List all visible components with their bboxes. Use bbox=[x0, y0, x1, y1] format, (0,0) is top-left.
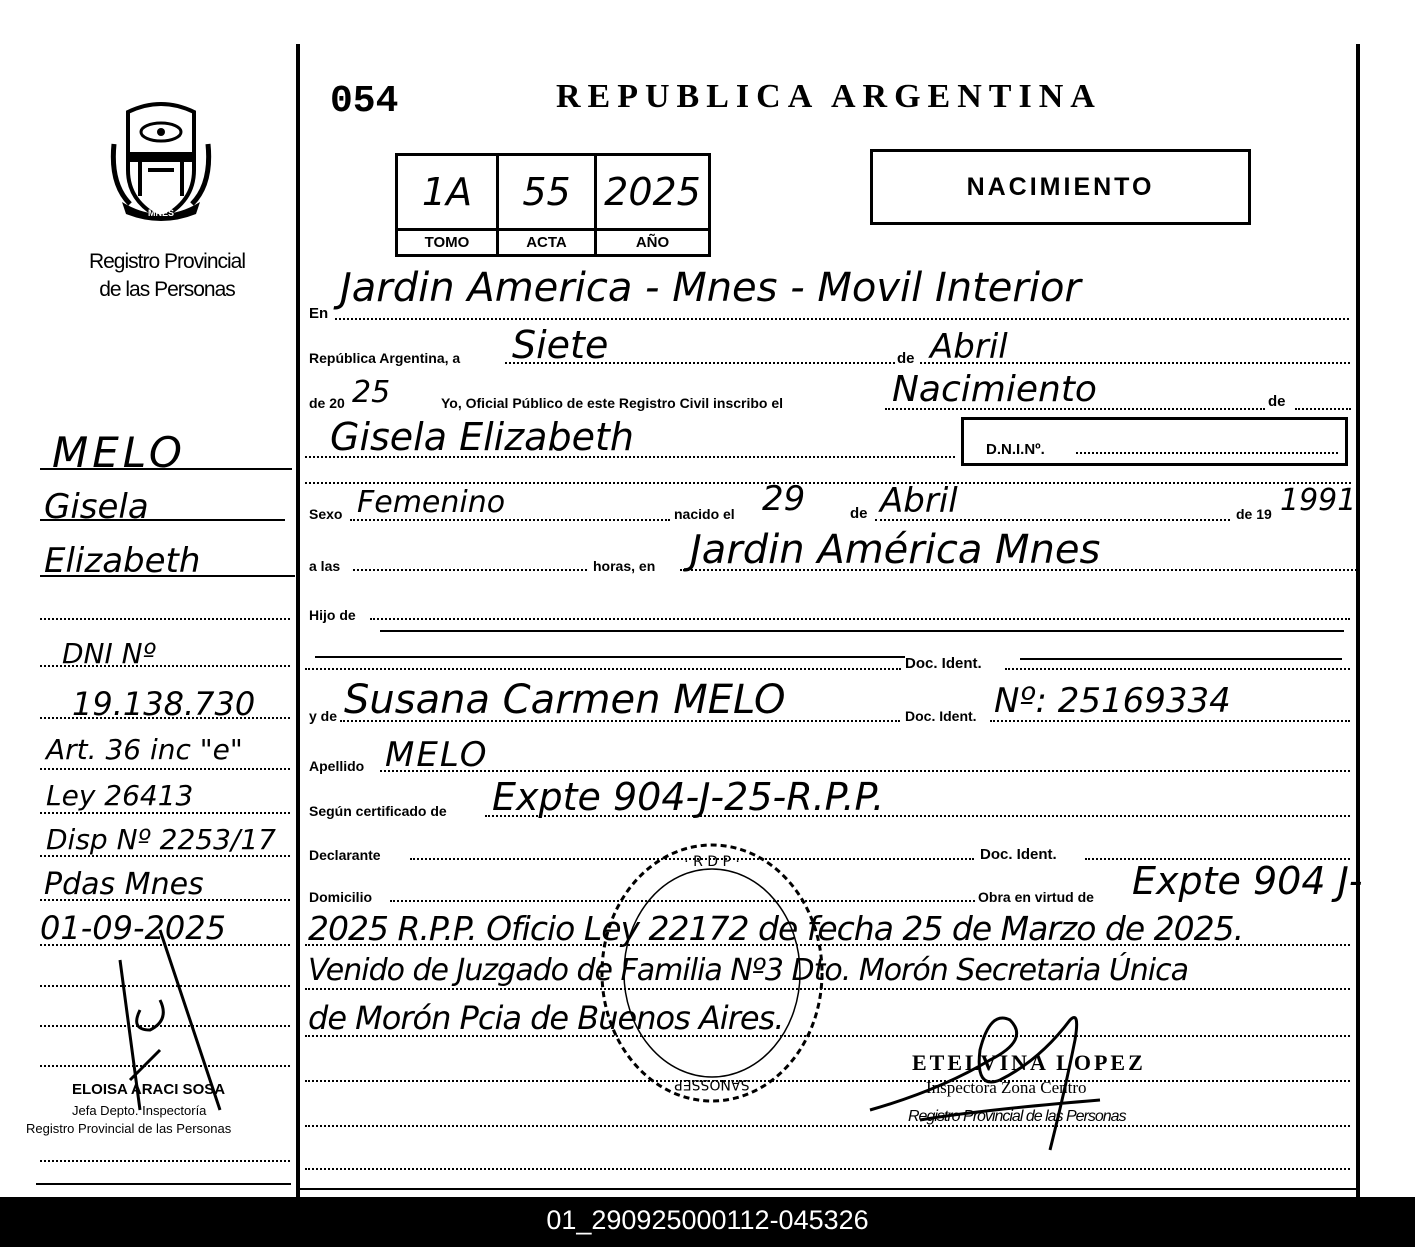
form-dotline bbox=[305, 1168, 1350, 1170]
margin-surname: MELO bbox=[52, 428, 186, 477]
form-dotline bbox=[380, 770, 1350, 772]
form-dotline bbox=[305, 1125, 1350, 1127]
margin-line bbox=[40, 468, 292, 470]
republica-label: República Argentina, a bbox=[309, 350, 461, 366]
margin-dotline bbox=[40, 899, 290, 901]
sex-field: Femenino bbox=[357, 485, 506, 520]
record-type-box: NACIMIENTO bbox=[870, 149, 1251, 225]
doc-ident-label-1: Doc. Ident. bbox=[905, 655, 982, 672]
form-dotline bbox=[305, 668, 901, 670]
form-dotline bbox=[305, 456, 955, 458]
obra-field: Expte 904 J- bbox=[1132, 859, 1363, 903]
certificado-label: Según certificado de bbox=[309, 803, 447, 819]
margin-dotline bbox=[40, 768, 290, 770]
de-label-2: de bbox=[1268, 393, 1286, 410]
margin-signer-name: ELOISA ARACI SOSA bbox=[72, 1081, 226, 1098]
registry-stamp-icon bbox=[597, 838, 827, 1108]
yde-label: y de bbox=[309, 708, 338, 724]
svg-text:· R D P ·: · R D P · bbox=[684, 854, 740, 870]
tomo-label: TOMO bbox=[398, 228, 499, 254]
margin-dni-value: 19.138.730 bbox=[72, 685, 256, 723]
left-border bbox=[296, 44, 300, 1197]
place-field: Jardin America - Mnes - Movil Interior bbox=[340, 265, 1081, 311]
mother-doc-field: Nº: 25169334 bbox=[994, 681, 1231, 721]
margin-dotline bbox=[40, 855, 290, 857]
de-label: de bbox=[897, 350, 915, 367]
anio-value: 2025 bbox=[604, 170, 701, 214]
observation-line-2: Venido de Juzgado de Familia Nº3 Dto. Morón Secretaria Única bbox=[308, 953, 1189, 988]
form-dotline bbox=[990, 720, 1350, 722]
form-dotline bbox=[875, 519, 1230, 521]
form-dotline bbox=[485, 815, 1350, 817]
birth-place-field: Jardin América Mnes bbox=[690, 527, 1101, 573]
form-dotline bbox=[305, 482, 1351, 484]
form-line bbox=[1020, 658, 1342, 660]
margin-note5: 01-09-2025 bbox=[40, 909, 226, 947]
svg-text:MNES: MNES bbox=[147, 208, 175, 218]
margin-note1: Art. 36 inc "e" bbox=[46, 733, 243, 766]
domicilio-label: Domicilio bbox=[309, 889, 373, 905]
birth-day-field: 29 bbox=[762, 479, 806, 519]
country-title: REPUBLICA ARGENTINA bbox=[556, 78, 1102, 115]
en-label: En bbox=[309, 305, 329, 322]
right-border bbox=[1356, 44, 1360, 1197]
margin-dotline bbox=[40, 618, 290, 620]
surname-field: MELO bbox=[385, 735, 489, 775]
year-prefix-label: de 20 bbox=[309, 395, 345, 411]
form-dotline bbox=[340, 720, 900, 722]
declarante-label: Declarante bbox=[309, 847, 381, 863]
form-dotline bbox=[305, 1035, 1350, 1037]
dni-box-label: D.N.I.Nº. bbox=[986, 441, 1045, 458]
margin-dotline bbox=[40, 812, 290, 814]
observation-line-3: de Morón Pcia de Buenos Aires. bbox=[308, 999, 784, 1037]
form-dotline bbox=[1076, 452, 1338, 454]
birth-year-prefix: de 19 bbox=[1236, 506, 1272, 522]
form-line bbox=[315, 656, 905, 658]
province-emblem-icon bbox=[108, 100, 214, 228]
margin-dni-label: DNI Nº bbox=[62, 637, 156, 670]
birth-month-field: Abril bbox=[880, 481, 958, 521]
margin-note3: Disp Nº 2253/17 bbox=[46, 823, 276, 856]
form-dotline bbox=[305, 944, 1350, 946]
name-field: Gisela Elizabeth bbox=[330, 415, 634, 459]
margin-line bbox=[36, 1183, 291, 1185]
margin-note2: Ley 26413 bbox=[46, 779, 194, 812]
margin-dotline bbox=[40, 1160, 290, 1162]
document-code-footer: 01_290925000112-045326 bbox=[0, 1197, 1415, 1247]
margin-note4: Pdas Mnes bbox=[44, 867, 204, 902]
margin-signer-org: Registro Provincial de las Personas bbox=[26, 1121, 232, 1136]
official-name: ETELVINA LOPEZ bbox=[912, 1050, 1146, 1075]
form-dotline bbox=[680, 569, 1360, 571]
observation-line-1: 2025 R.P.P. Oficio Ley 22172 de fecha 25 de Marzo de 2025. bbox=[308, 909, 1244, 948]
form-dotline bbox=[885, 408, 1265, 410]
dni-box bbox=[961, 417, 1348, 466]
form-dotline bbox=[305, 988, 1350, 990]
form-line bbox=[380, 630, 1344, 632]
margin-dotline bbox=[40, 665, 290, 667]
form-line bbox=[300, 1188, 1356, 1190]
margin-dotline bbox=[40, 717, 290, 719]
obra-label: Obra en virtud de bbox=[978, 889, 1094, 905]
margin-name1: Gisela bbox=[44, 487, 149, 527]
month-field: Abril bbox=[930, 327, 1008, 367]
form-dotline bbox=[305, 1080, 1350, 1082]
anio-label: AÑO bbox=[597, 228, 708, 254]
apellido-label: Apellido bbox=[309, 758, 365, 774]
agency-name-line1: Registro Provincial bbox=[88, 250, 246, 273]
form-dotline bbox=[1295, 408, 1351, 410]
official-org: Registro Provincial de las Personas bbox=[908, 1108, 1126, 1125]
form-dotline bbox=[335, 318, 1349, 320]
nacido-label: nacido el bbox=[674, 506, 735, 522]
sexo-label: Sexo bbox=[309, 506, 343, 522]
serial-number: 054 bbox=[330, 80, 399, 123]
alas-label: a las bbox=[309, 558, 341, 574]
day-field: Siete bbox=[512, 323, 609, 367]
birth-de-label: de bbox=[850, 505, 868, 522]
form-dotline bbox=[370, 618, 1350, 620]
form-dotline bbox=[505, 362, 895, 364]
hijo-label: Hijo de bbox=[309, 607, 356, 623]
doc-ident-label-2: Doc. Ident. bbox=[905, 708, 977, 724]
year-field: 25 bbox=[352, 375, 391, 410]
form-dotline bbox=[920, 362, 1350, 364]
birth-year-field: 1991 bbox=[1280, 483, 1357, 518]
mother-name-field: Susana Carmen MELO bbox=[344, 677, 786, 723]
margin-name2: Elizabeth bbox=[44, 541, 201, 581]
form-dotline bbox=[353, 569, 587, 571]
form-dotline bbox=[350, 519, 670, 521]
acta-value: 55 bbox=[499, 156, 597, 228]
doc-ident-label-3: Doc. Ident. bbox=[980, 846, 1057, 863]
acta-label: ACTA bbox=[499, 228, 597, 254]
official-title: Inspectora Zona Centro bbox=[926, 1078, 1087, 1097]
margin-line bbox=[40, 519, 285, 521]
inscribo-field: Nacimiento bbox=[892, 369, 1097, 410]
record-reference-box bbox=[395, 153, 711, 257]
margin-signer-title: Jefa Depto. Inspectoría bbox=[72, 1103, 207, 1118]
oficial-text: Yo, Oficial Público de este Registro Civil inscribo el bbox=[441, 395, 784, 411]
tomo-value: 1A bbox=[398, 156, 499, 228]
form-dotline bbox=[1005, 668, 1350, 670]
agency-name-line2: de las Personas bbox=[99, 278, 235, 301]
certificate-field: Expte 904-J-25-R.P.P. bbox=[492, 775, 885, 819]
svg-text:SANOSSEP: SANOSSEP bbox=[674, 1076, 750, 1092]
horas-label: horas, en bbox=[593, 558, 656, 574]
margin-line bbox=[40, 575, 295, 577]
